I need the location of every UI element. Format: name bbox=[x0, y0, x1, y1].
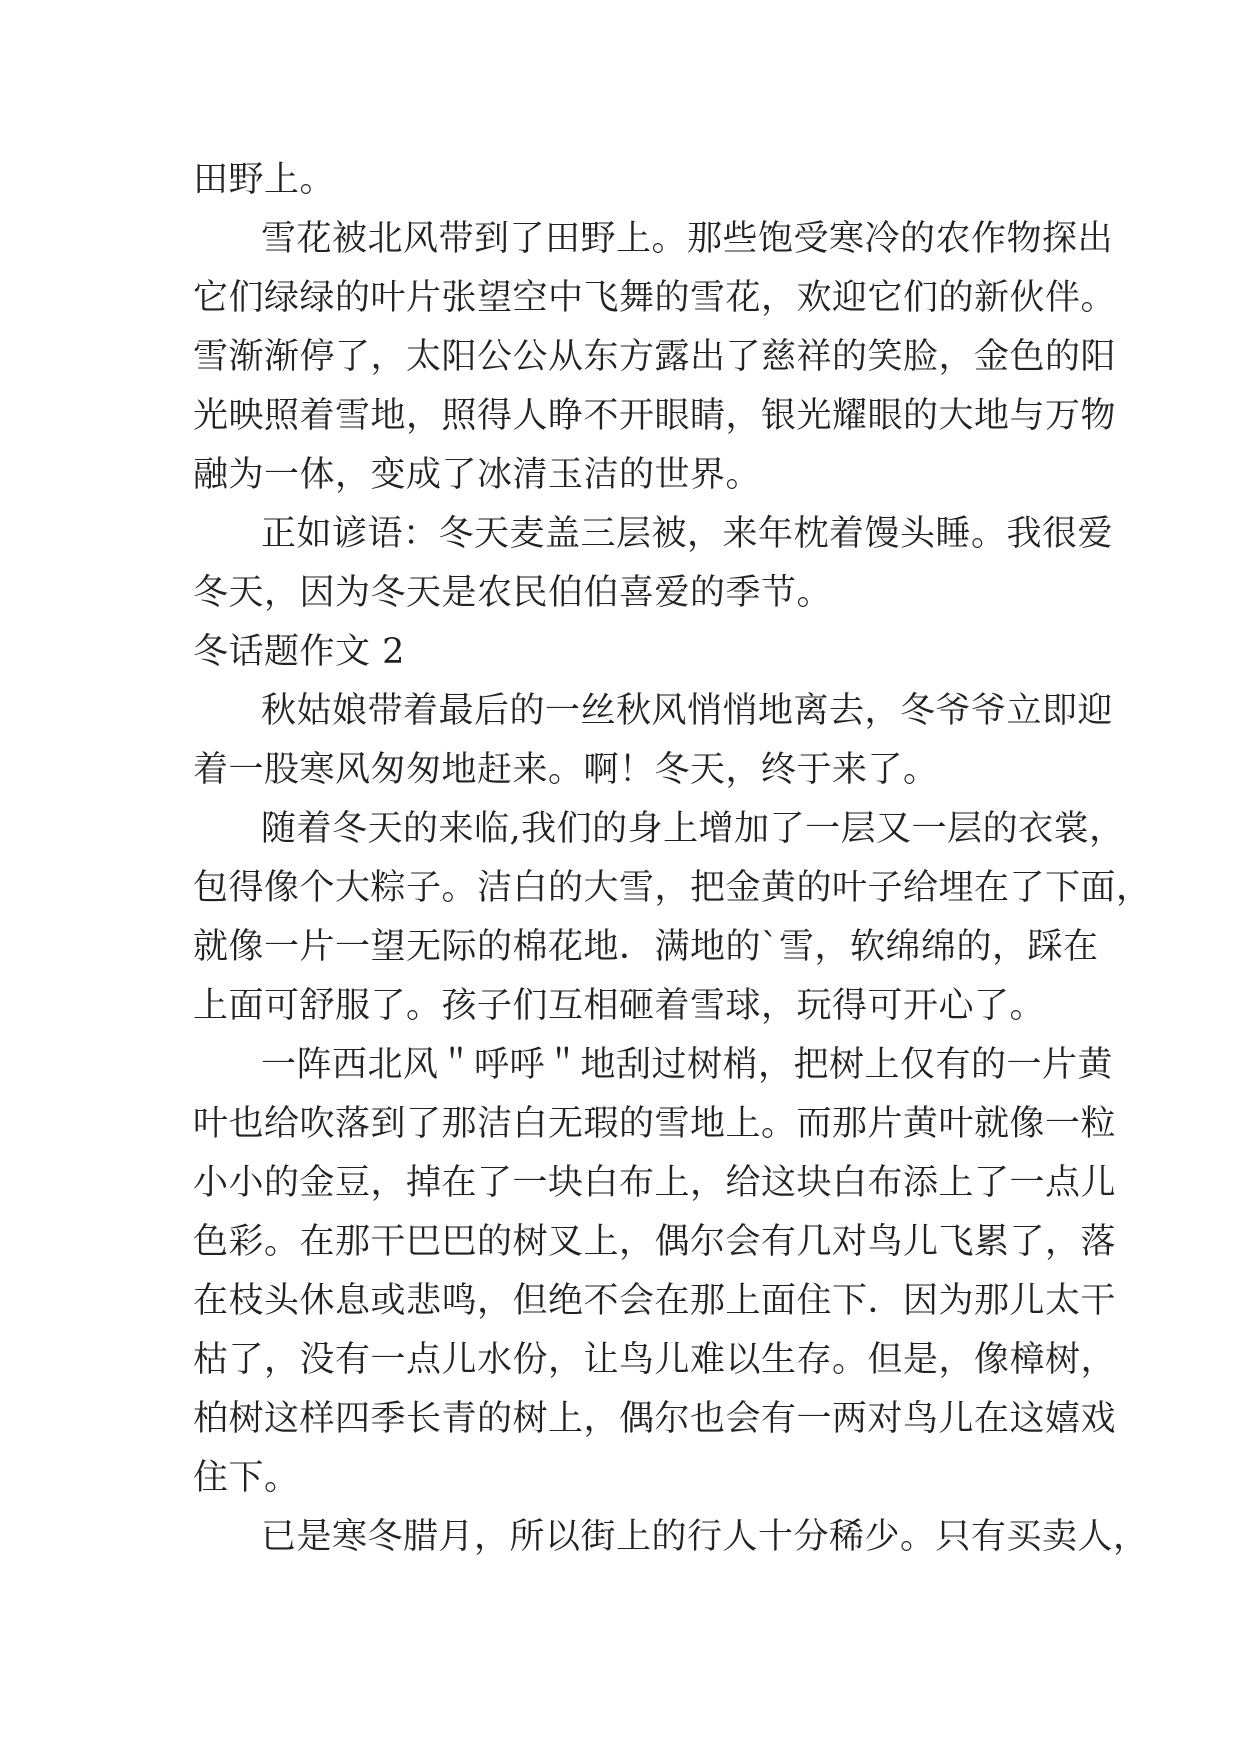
text-line: 就像一片一望无际的棉花地．满地的`雪，软绵绵的，踩在 bbox=[193, 927, 1099, 967]
paragraph-start-line: 随着冬天的来临,我们的身上增加了一层又一层的衣裳， bbox=[261, 809, 1125, 849]
text-line: 住下。 bbox=[193, 1458, 300, 1498]
text-line: 它们绿绿的叶片张望空中飞舞的雪花，欢迎它们的新伙伴。 bbox=[193, 278, 1117, 318]
text-line: 在枝头休息或悲鸣，但绝不会在那上面住下．因为那儿太干 bbox=[193, 1281, 1117, 1321]
text-line: 小小的金豆，掉在了一块白布上，给这块白布添上了一点儿 bbox=[193, 1163, 1117, 1203]
section-heading: 冬话题作文 2 bbox=[193, 632, 405, 672]
text-line: 柏树这样四季长青的树上，偶尔也会有一两对鸟儿在这嬉戏 bbox=[193, 1399, 1117, 1439]
text-line: 光映照着雪地，照得人睁不开眼睛，银光耀眼的大地与万物 bbox=[193, 396, 1117, 436]
paragraph-start-line: 秋姑娘带着最后的一丝秋风悄悄地离去，冬爷爷立即迎 bbox=[261, 691, 1114, 731]
paragraph-start-line: 正如谚语：冬天麦盖三层被，来年枕着馒头睡。我很爱 bbox=[261, 514, 1114, 554]
text-line: 田野上。 bbox=[193, 160, 336, 200]
paragraph-start-line: 雪花被北风带到了田野上。那些饱受寒冷的农作物探出 bbox=[261, 219, 1114, 259]
text-line: 叶也给吹落到了那洁白无瑕的雪地上。而那片黄叶就像一粒 bbox=[193, 1104, 1117, 1144]
paragraph-start-line: 已是寒冬腊月，所以街上的行人十分稀少。只有买卖人， bbox=[261, 1517, 1149, 1557]
text-line: 色彩。在那干巴巴的树叉上，偶尔会有几对鸟儿飞累了，落 bbox=[193, 1222, 1117, 1262]
text-line: 上面可舒服了。孩子们互相砸着雪球，玩得可开心了。 bbox=[193, 986, 1046, 1026]
text-line: 着一股寒风匆匆地赶来。啊！冬天，终于来了。 bbox=[193, 750, 939, 790]
text-line: 枯了，没有一点儿水份，让鸟儿难以生存。但是，像樟树， bbox=[193, 1340, 1117, 1380]
text-line: 冬天，因为冬天是农民伯伯喜爱的季节。 bbox=[193, 573, 833, 613]
text-line: 融为一体，变成了冰清玉洁的世界。 bbox=[193, 455, 762, 495]
text-line: 雪渐渐停了，太阳公公从东方露出了慈祥的笑脸，金色的阳 bbox=[193, 337, 1117, 377]
text-line: 包得像个大粽子。洁白的大雪，把金黄的叶子给埋在了下面， bbox=[193, 868, 1152, 908]
paragraph-start-line: 一阵西北风＂呼呼＂地刮过树梢，把树上仅有的一片黄 bbox=[261, 1045, 1114, 1085]
